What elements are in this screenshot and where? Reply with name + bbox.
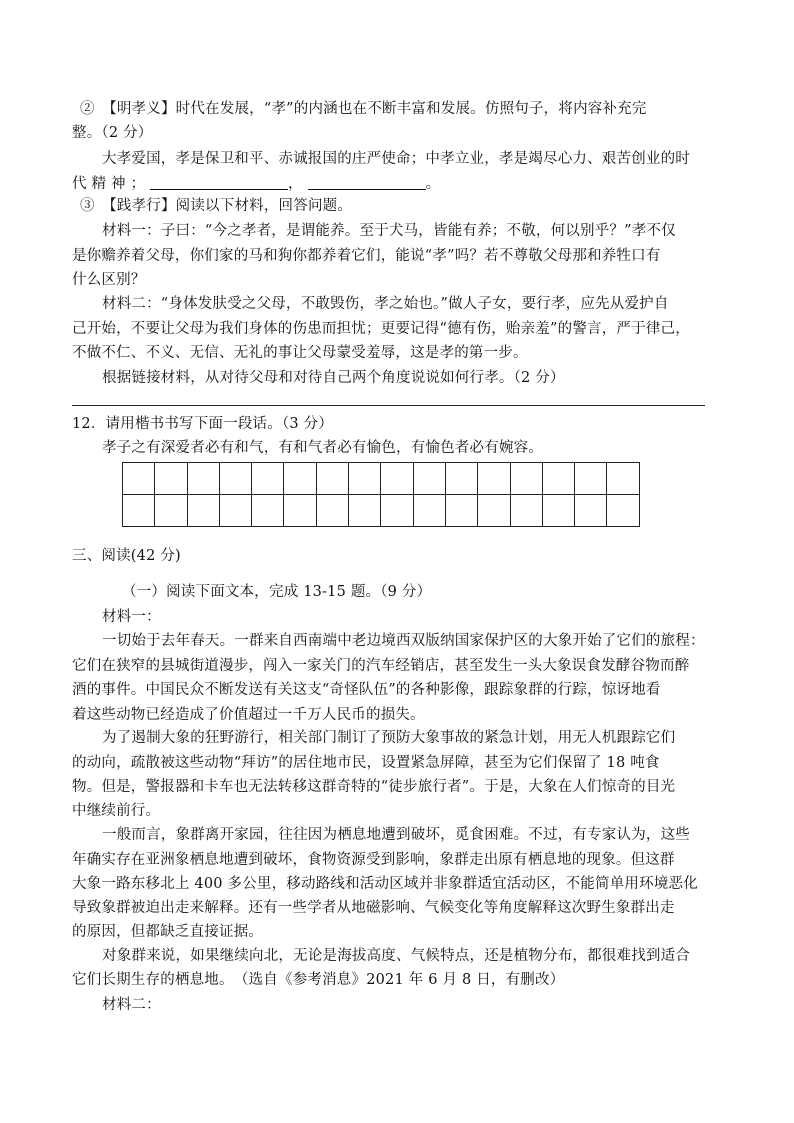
p1-line-3: 酒的事件。中国民众不断发送有关这支“奇怪队伍”的各种影像，跟踪象群的行踪，惊讶地看 — [72, 682, 661, 698]
q2-fill-line — [72, 172, 732, 196]
p2-line-2: 的动向，疏散被这些动物“拜访”的居住地市民，设置紧急屏障，甚至为它们保留了 18 吨食 — [72, 755, 660, 771]
q3-title: ③ 【践孝行】阅读以下材料，回答问题。 — [80, 198, 353, 214]
q3-material1-line-3: 什么区别？ — [72, 272, 146, 288]
p1-line-1: 一切始于去年春天。一群来自西南端中老边境西双版纳国家保护区的大象开始了它们的旅程： — [102, 633, 705, 649]
p2-line-4: 中继续前行。 — [72, 803, 161, 819]
q3-question: 根据链接材料，从对待父母和对待自己两个角度说说如何行孝。（2 分） — [102, 370, 565, 386]
writing-grid-row — [123, 495, 640, 527]
p1-line-4: 着这些动物已经造成了价值超过一千万人民币的损失。 — [72, 707, 425, 723]
p3-line-3: 大象一路东移北上 400 多公里，移动路线和活动区域并非象群适宜活动区，不能简单用环境恶化 — [72, 876, 698, 892]
writing-grid-row — [123, 463, 640, 495]
q2-fill-prefix: 代 精 神 ； — [72, 176, 146, 192]
q3-material2-line-3: 不做不仁、不义、无信、无礼的事让父母蒙受羞辱，这是孝的第一步。 — [72, 345, 528, 361]
q2-answer-blank-2[interactable] — [308, 173, 426, 190]
p3-line-4: 导致象群被迫出走来解释。还有一些学者从地磁影响、气候变化等角度解释这次野生象群出走 — [72, 900, 675, 916]
section3-part1: （一）阅读下面文本，完成 13-15 题。（9 分） — [122, 584, 432, 600]
q2-answer-blank-1[interactable] — [150, 173, 288, 190]
section3-title: 三、阅读(42 分) — [72, 548, 181, 564]
q2-fill-end: 。 — [425, 176, 441, 192]
q3-material2-line-2: 己开始，不要让父母为我们身体的伤患而担忧；更要记得“德有伤，贻亲羞”的警言，严于律己， — [72, 321, 690, 337]
p4-line-1: 对象群来说，如果继续向北，无论是海拔高度、气候特点，还是植物分布，都很难找到适合 — [102, 948, 690, 964]
p3-line-1: 一般而言，象群离开家园，往往因为栖息地遭到破坏，觅食困难。不过，有专家认为，这些 — [102, 827, 690, 843]
q2-fill-comma: ， — [288, 176, 303, 192]
writing-grid[interactable] — [122, 462, 640, 527]
p2-line-1: 为了遏制大象的狂野游行，相关部门制订了预防大象事故的紧急计划，用无人机跟踪它们 — [102, 730, 676, 746]
p3-line-5: 的原因，但都缺乏直接证据。 — [72, 924, 264, 940]
material1-label: 材料一： — [102, 609, 161, 625]
q3-material1-line-1: 材料一：子曰：“今之孝者，是谓能养。至于犬马，皆能有养；不敬，何以别乎？”孝不仅 — [102, 223, 676, 239]
q2-line-1: ② 【明孝义】时代在发展，“孝”的内涵也在不断丰富和发展。仿照句子，将内容补充完 — [80, 101, 647, 117]
q2-example: 大孝爱国，孝是保卫和平、赤诚报国的庄严使命；中孝立业，孝是竭尽心力、艰苦创业的时 — [102, 151, 690, 167]
p4-line-2: 它们长期生存的栖息地。 （选自《参考消息》2021 年 6 月 8 日，有删改） — [72, 972, 565, 988]
q2-line-2: 整。（2 分） — [72, 125, 153, 141]
p2-line-3: 物。但是，警报器和卡车也无法转移这群奇特的“徒步旅行者”。于是，大象在人们惊奇的目光 — [72, 779, 676, 795]
q3-answer-line[interactable] — [72, 405, 705, 406]
q3-material1-line-2: 是你赡养着父母，你们家的马和狗你都养着它们，能说“孝”吗？若不尊敬父母那和养牲口有 — [72, 248, 661, 264]
q3-material2-line-1: 材料二：“身体发肤受之父母，不敢毁伤，孝之始也。”做人子女，要行孝，应先从爱护自 — [102, 296, 669, 312]
material2-label: 材料二： — [102, 997, 161, 1013]
q12-title: 12．请用楷书书写下面一段话。（3 分） — [72, 416, 334, 432]
p1-line-2: 它们在狭窄的县城街道漫步，闯入一家关门的汽车经销店，甚至发生一头大象误食发酵谷物而醉 — [72, 658, 690, 674]
p3-line-2: 年确实存在亚洲象栖息地遭到破坏，食物资源受到影响，象群走出原有栖息地的现象。但这群 — [72, 852, 675, 868]
q12-text: 孝子之有深爱者必有和气，有和气者必有愉色，有愉色者必有婉容。 — [102, 440, 543, 456]
